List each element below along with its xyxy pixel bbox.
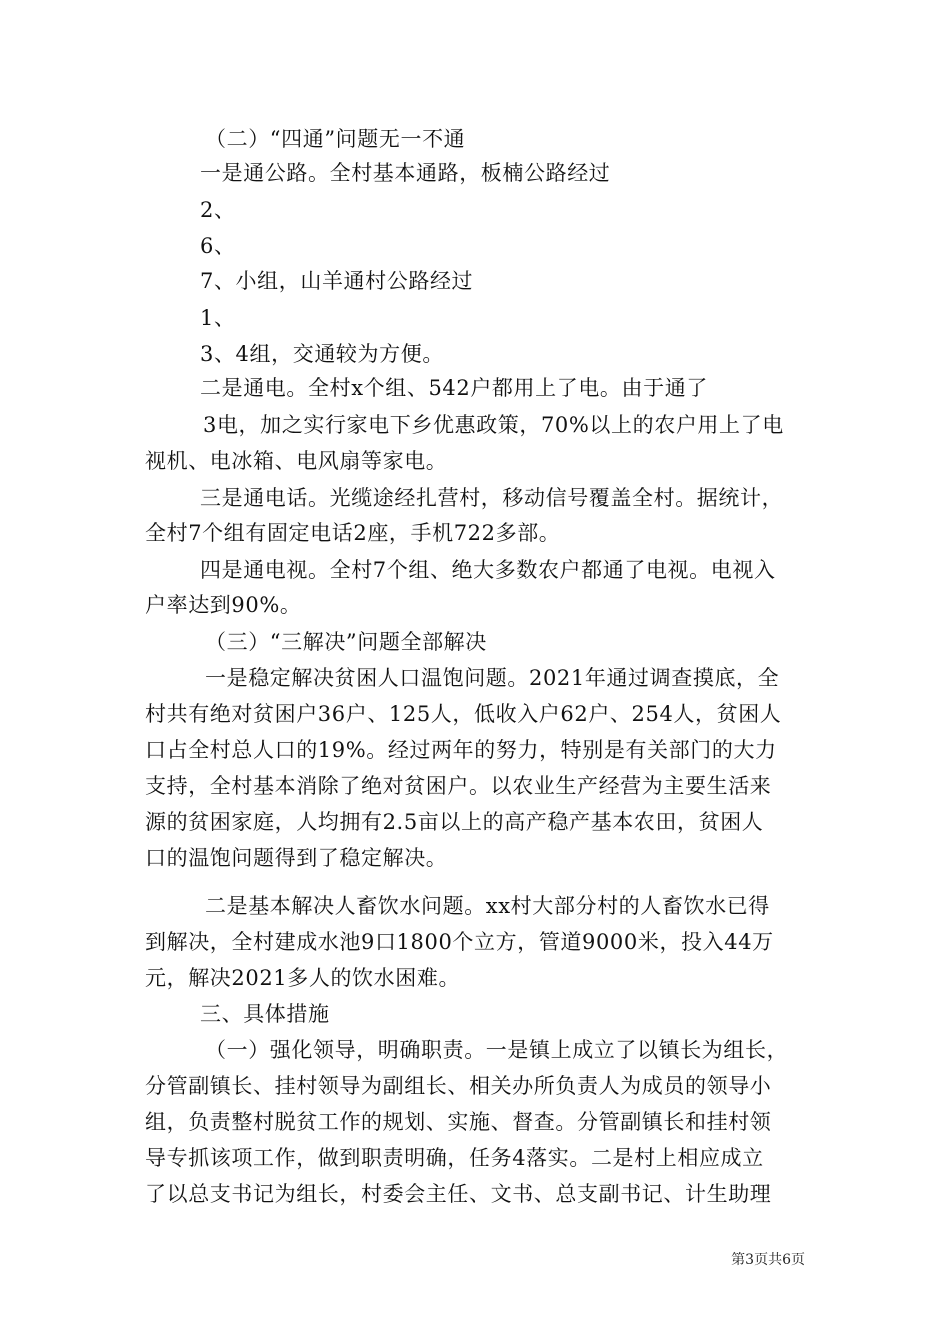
paragraph-line: 1、: [200, 306, 236, 330]
paragraph-line: 口占全村总人口的19%。经过两年的努力，特别是有关部门的大力: [145, 738, 777, 762]
paragraph-line: 7、小组，山羊通村公路经过: [200, 269, 474, 293]
paragraph-line: 村共有绝对贫困户36户、125人，低收入户62户、254人，贫困人: [145, 702, 782, 726]
paragraph-line: 一是通公路。全村基本通路，板楠公路经过: [200, 161, 611, 185]
paragraph-line: 到解决，全村建成水池9口1800个立方，管道9000米，投入44万: [145, 930, 774, 954]
paragraph-line: 元，解决2021多人的饮水困难。: [145, 966, 461, 990]
section-heading-three-solutions: （三）“三解决”问题全部解决: [205, 630, 487, 654]
section-heading-measures: 三、具体措施: [200, 1002, 330, 1026]
paragraph-line: 源的贫困家庭，人均拥有2.5亩以上的高产稳产基本农田，贫困人: [145, 810, 764, 834]
paragraph-line: 2、: [200, 198, 236, 222]
paragraph-line: 了以总支书记为组长，村委会主任、文书、总支副书记、计生助理: [145, 1182, 772, 1206]
paragraph-line: 一是稳定解决贫困人口温饱问题。2021年通过调查摸底，全: [205, 666, 780, 690]
page-number-footer: 第3页共6页: [731, 1252, 805, 1268]
paragraph-line: 视机、电冰箱、电风扇等家电。: [145, 449, 448, 473]
paragraph-line: 口的温饱问题得到了稳定解决。: [145, 846, 448, 870]
section-heading-four-connections: （二）“四通”问题无一不通: [205, 127, 466, 151]
paragraph-line: 二是通电。全村x个组、542户都用上了电。由于通了: [200, 376, 708, 400]
paragraph-line: 3电，加之实行家电下乡优惠政策，70%以上的农户用上了电: [203, 413, 784, 437]
paragraph-line: 支持，全村基本消除了绝对贫困户。以农业生产经营为主要生活来: [145, 774, 772, 798]
paragraph-line: 户率达到90%。: [145, 593, 302, 617]
paragraph-line: 组，负责整村脱贫工作的规划、实施、督查。分管副镇长和挂村领: [145, 1110, 772, 1134]
paragraph-line: 导专抓该项工作，做到职责明确，任务4落实。二是村上相应成立: [145, 1146, 764, 1170]
paragraph-line: 四是通电视。全村7个组、绝大多数农户都通了电视。电视入: [200, 558, 776, 582]
paragraph-line: 全村7个组有固定电话2座，手机722多部。: [145, 521, 561, 545]
paragraph-line: （一）强化领导，明确职责。一是镇上成立了以镇长为组长，: [205, 1038, 789, 1062]
paragraph-line: 6、: [200, 234, 236, 258]
paragraph-line: 二是基本解决人畜饮水问题。xx村大部分村的人畜饮水已得: [205, 894, 770, 918]
paragraph-line: 三是通电话。光缆途经扎营村，移动信号覆盖全村。据统计，: [200, 486, 784, 510]
paragraph-line: 分管副镇长、挂村领导为副组长、相关办所负责人为成员的领导小: [145, 1074, 772, 1098]
paragraph-line: 3、4组，交通较为方便。: [200, 342, 444, 366]
